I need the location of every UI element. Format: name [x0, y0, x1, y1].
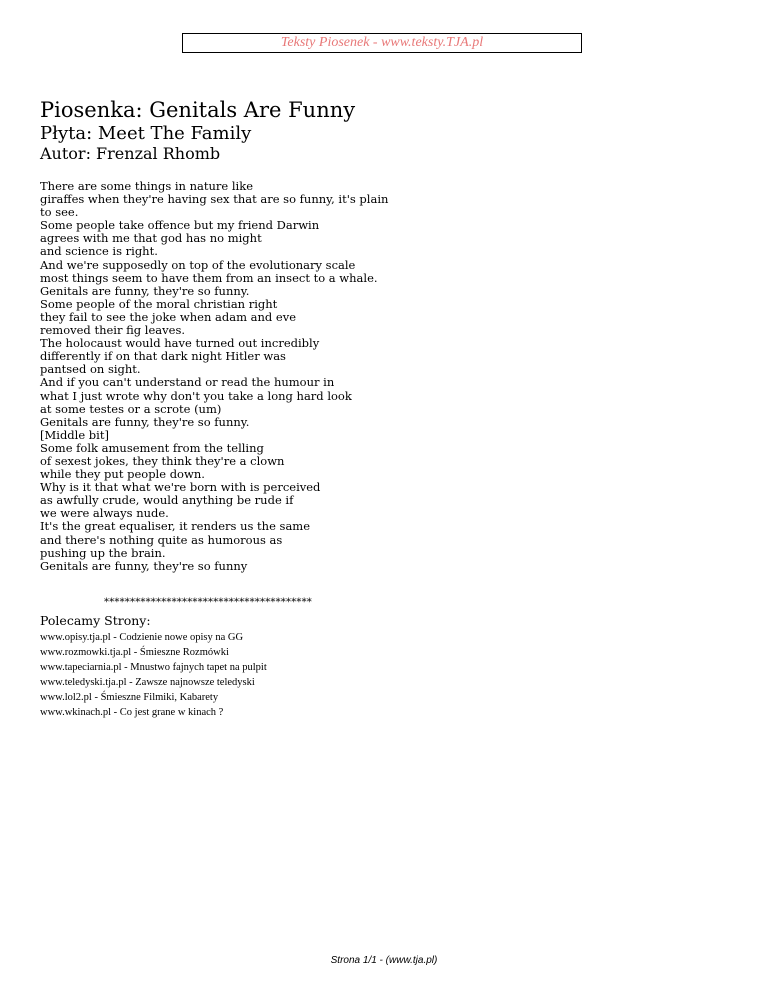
- album-title: Płyta: Meet The Family: [40, 123, 252, 144]
- lyric-line: Genitals are funny, they're so funny: [40, 558, 248, 573]
- lyrics-body: [40, 180, 400, 573]
- lyric-line: at some testes or a scrote (um): [40, 401, 222, 416]
- lyric-line: most things seem to have them from an insect to a whale.: [40, 270, 378, 285]
- lyric-line: pantsed on sight.: [40, 362, 141, 377]
- lyric-line: what I just wrote why don't you take a long hard look: [40, 388, 352, 403]
- recommended-heading: Polecamy Strony:: [40, 613, 151, 628]
- recommended-links: [40, 630, 267, 720]
- recommended-link[interactable]: www.rozmowki.tja.pl - Śmieszne Rozmówki: [40, 647, 229, 658]
- song-title: Piosenka: Genitals Are Funny: [40, 98, 356, 122]
- lyric-line: And if you can't understand or read the humour in: [40, 375, 335, 390]
- lyric-line: as awfully crude, would anything be rude if: [40, 493, 294, 508]
- lyric-line: Some folk amusement from the telling: [40, 440, 264, 455]
- lyric-line: removed their fig leaves.: [40, 323, 186, 338]
- recommended-section: [40, 612, 267, 720]
- lyric-line: [Middle bit]: [40, 427, 109, 442]
- lyric-line: There are some things in nature like: [40, 179, 253, 193]
- lyric-line: while they put people down.: [40, 467, 205, 482]
- lyric-line: giraffes when they're having sex that are so funny, it's plain: [40, 192, 389, 207]
- lyric-line: It's the great equaliser, it renders us the same: [40, 519, 311, 534]
- lyric-line: and there's nothing quite as humorous as: [40, 532, 283, 547]
- lyric-line: and science is right.: [40, 244, 158, 259]
- lyric-line: Some people of the moral christian right: [40, 296, 278, 311]
- recommended-link[interactable]: www.lol2.pl - Śmieszne Filmiki, Kabarety: [40, 692, 219, 703]
- site-banner[interactable]: [182, 33, 582, 53]
- recommended-link[interactable]: www.wkinach.pl - Co jest grane w kinach ?: [40, 707, 224, 718]
- separator-line: ****************************************: [104, 597, 312, 608]
- lyric-line: Genitals are funny, they're so funny.: [40, 414, 250, 429]
- page-footer: Strona 1/1 - (www.tja.pl): [330, 955, 438, 966]
- lyric-line: differently if on that dark night Hitler was: [40, 349, 286, 364]
- lyric-line: Some people take offence but my friend Darwin: [40, 218, 320, 233]
- lyric-line: Why is it that what we're born with is perceived: [40, 480, 321, 495]
- lyric-line: we were always nude.: [40, 506, 169, 521]
- recommended-link[interactable]: www.tapeciarnia.pl - Mnustwo fajnych tapet na pulpit: [40, 662, 267, 673]
- lyric-line: The holocaust would have turned out incredibly: [40, 336, 320, 351]
- lyric-line: they fail to see the joke when adam and eve: [40, 309, 297, 324]
- lyric-line: Genitals are funny, they're so funny.: [40, 283, 250, 298]
- lyric-line: of sexest jokes, they think they're a clown: [40, 453, 285, 468]
- lyric-line: And we're supposedly on top of the evolutionary scale: [40, 257, 356, 272]
- lyric-line: to see.: [40, 205, 79, 220]
- recommended-link[interactable]: www.teledyski.tja.pl - Zawsze najnowsze teledyski: [40, 677, 255, 688]
- lyric-line: agrees with me that god has no might: [40, 231, 262, 246]
- lyric-line: pushing up the brain.: [40, 545, 166, 560]
- song-header: [40, 97, 355, 163]
- author-title: Autor: Frenzal Rhomb: [40, 144, 221, 163]
- site-banner-text[interactable]: Teksty Piosenek - www.teksty.TJA.pl: [280, 35, 484, 50]
- recommended-link[interactable]: www.opisy.tja.pl - Codzienie nowe opisy na GG: [40, 632, 244, 643]
